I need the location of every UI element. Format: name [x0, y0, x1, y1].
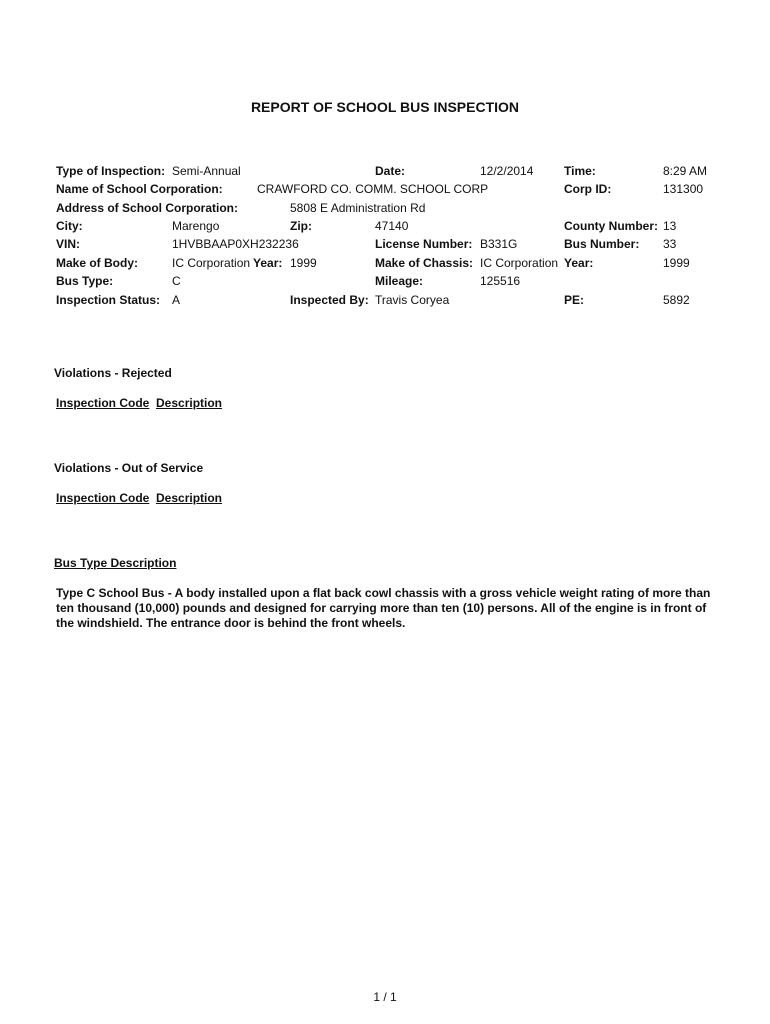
- label-make-of-body: Make of Body:: [56, 256, 139, 270]
- value-make-of-chassis: IC Corporation: [480, 256, 559, 270]
- label-inspection-status: Inspection Status:: [56, 293, 161, 307]
- label-year-chassis: Year:: [564, 256, 594, 270]
- violations-rejected-col-desc: Description: [156, 396, 223, 410]
- value-pe: 5892: [663, 293, 690, 307]
- page-title: REPORT OF SCHOOL BUS INSPECTION: [250, 99, 520, 115]
- bus-type-description-text: Type C School Bus - A body installed upon a flat back cowl chassis with a gross vehicle weight rating of more than ten thousand (10,000) pounds and designed for carrying more than ten (10) persons. All of the engine is in front of the windshield. The entrance door is behind the front wheels.: [56, 586, 711, 630]
- violations-oos-col-desc: Description: [156, 491, 223, 505]
- value-license-number: B331G: [480, 237, 518, 251]
- label-mileage: Mileage:: [375, 274, 424, 288]
- label-county-number: County Number:: [564, 219, 658, 233]
- violations-rejected-col-code: Inspection Code: [56, 396, 150, 410]
- value-city: Marengo: [172, 219, 220, 233]
- label-address-of-corp: Address of School Corporation:: [56, 201, 239, 215]
- label-corp-id: Corp ID:: [564, 182, 612, 196]
- bus-type-description-heading: Bus Type Description: [54, 556, 177, 570]
- value-type-of-inspection: Semi-Annual: [172, 164, 241, 178]
- label-make-of-chassis: Make of Chassis:: [375, 256, 474, 270]
- violations-oos-heading: Violations - Out of Service: [54, 461, 204, 475]
- value-year-body: 1999: [290, 256, 317, 270]
- violations-oos-col-code: Inspection Code: [56, 491, 150, 505]
- label-year-body: Year:: [253, 256, 283, 270]
- value-mileage: 125516: [480, 274, 521, 288]
- value-vin: 1HVBBAAP0XH232236: [172, 237, 299, 251]
- label-bus-number: Bus Number:: [564, 237, 640, 251]
- value-time: 8:29 AM: [663, 164, 708, 178]
- value-inspected-by: Travis Coryea: [375, 293, 450, 307]
- label-name-of-corp: Name of School Corporation:: [56, 182, 223, 196]
- label-license-number: License Number:: [375, 237, 473, 251]
- page-number: 1 / 1: [373, 990, 397, 1004]
- label-bus-type: Bus Type:: [56, 274, 114, 288]
- label-zip: Zip:: [290, 219, 312, 233]
- value-year-chassis: 1999: [663, 256, 690, 270]
- value-make-of-body: IC Corporation: [172, 256, 251, 270]
- value-corp-id: 131300: [663, 182, 704, 196]
- value-zip: 47140: [375, 219, 409, 233]
- value-bus-type: C: [172, 274, 181, 288]
- value-bus-number: 33: [663, 237, 677, 251]
- value-date: 12/2/2014: [480, 164, 534, 178]
- label-type-of-inspection: Type of Inspection:: [56, 164, 166, 178]
- value-county-number: 13: [663, 219, 677, 233]
- label-inspected-by: Inspected By:: [290, 293, 369, 307]
- value-name-of-corp: CRAWFORD CO. COMM. SCHOOL CORP: [257, 182, 489, 196]
- violations-rejected-heading: Violations - Rejected: [54, 366, 172, 380]
- label-pe: PE:: [564, 293, 585, 307]
- value-inspection-status: A: [172, 293, 181, 307]
- label-date: Date:: [375, 164, 406, 178]
- label-time: Time:: [564, 164, 596, 178]
- value-address-of-corp: 5808 E Administration Rd: [290, 201, 426, 215]
- label-city: City:: [56, 219, 83, 233]
- label-vin: VIN:: [56, 237, 80, 251]
